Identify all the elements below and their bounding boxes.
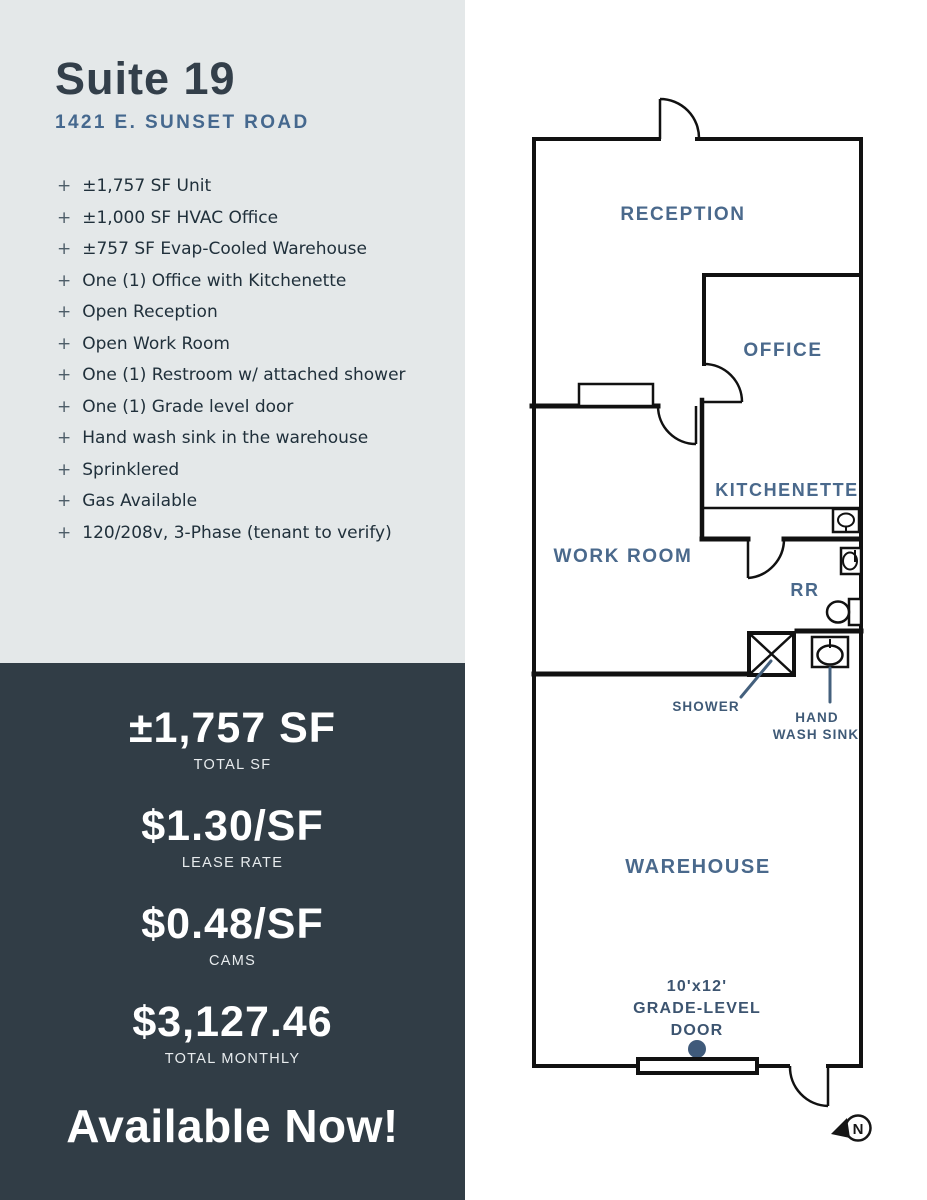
stat-label: TOTAL MONTHLY [164, 1050, 301, 1067]
stat-value: $0.48/SF [141, 899, 324, 948]
bullet-plus-icon: + [57, 239, 72, 260]
stat-value: ±1,757 SF [128, 704, 337, 752]
bullet-plus-icon: + [57, 522, 72, 543]
feature-text: Open Work Room [82, 333, 230, 354]
north-label: N [852, 1121, 864, 1138]
room-label-office: OFFICE [743, 340, 823, 361]
room-label-work-room: WORK ROOM [553, 546, 693, 567]
feature-text: 120/208v, 3-Phase (tenant to verify) [82, 522, 392, 543]
page-title: Suite 19 [55, 53, 236, 104]
room-label-warehouse: WAREHOUSE [625, 856, 771, 878]
stat-label: CAMS [208, 952, 257, 969]
hand-wash-sink-icon [812, 637, 848, 667]
shower-label: SHOWER [672, 699, 740, 714]
feature-text: ±757 SF Evap-Cooled Warehouse [82, 239, 367, 260]
bullet-plus-icon: + [57, 428, 72, 449]
room-label-kitchenette: KITCHENETTE [715, 480, 859, 500]
bullet-plus-icon: + [57, 207, 72, 228]
stat-label: LEASE RATE [181, 854, 284, 871]
feature-text: Hand wash sink in the warehouse [82, 428, 369, 449]
workroom-door [658, 406, 696, 444]
hand-wash-sink-label-line2: WASH SINK [772, 727, 860, 742]
pass-through-window [579, 384, 653, 406]
room-label-rr: RR [790, 580, 820, 600]
grade-level-door [638, 1059, 757, 1073]
feature-text: Sprinklered [82, 459, 180, 480]
doors [658, 99, 828, 1106]
shower-icon [749, 633, 794, 675]
stat-value: $1.30/SF [141, 801, 324, 850]
bullet-plus-icon: + [57, 396, 72, 417]
feature-text: One (1) Restroom w/ attached shower [82, 365, 406, 386]
rear-exit-door [790, 1066, 828, 1106]
outer-wall-left [534, 139, 788, 1066]
hand-wash-sink-label-line1: HAND [795, 710, 839, 725]
grade-door-label-line1: 10'x12' [666, 978, 728, 995]
bullet-plus-icon: + [57, 365, 72, 386]
feature-text: Open Reception [82, 302, 218, 323]
bullet-plus-icon: + [57, 333, 72, 354]
bullet-plus-icon: + [57, 491, 72, 512]
feature-text: One (1) Office with Kitchenette [82, 270, 347, 291]
grade-door-label-line2: GRADE-LEVEL [633, 1000, 761, 1017]
feature-text: ±1,757 SF Unit [82, 176, 212, 197]
north-arrow-icon [831, 1116, 871, 1141]
stat-label: TOTAL SF [193, 757, 272, 773]
kitchenette-sink-icon [833, 509, 859, 532]
property-address: 1421 E. SUNSET ROAD [55, 112, 310, 134]
restroom-sink-icon [841, 548, 861, 574]
feature-text: ±1,000 SF HVAC Office [82, 207, 279, 228]
bullet-plus-icon: + [57, 176, 72, 197]
availability-banner: Available Now! [66, 1099, 399, 1152]
stat-value: $3,127.46 [132, 997, 333, 1046]
bullet-plus-icon: + [57, 302, 72, 323]
feature-text: Gas Available [82, 491, 198, 512]
bullet-plus-icon: + [57, 270, 72, 291]
toilet-icon [827, 599, 861, 625]
walls [532, 139, 861, 1066]
restroom-door [748, 539, 784, 578]
feature-text: One (1) Grade level door [82, 396, 294, 417]
room-label-reception: RECEPTION [620, 204, 746, 225]
grade-door-label-line3: DOOR [670, 1022, 724, 1039]
bullet-plus-icon: + [57, 459, 72, 480]
office-door [704, 364, 742, 402]
entry-door [660, 99, 699, 139]
grade-door-dot [688, 1040, 706, 1058]
